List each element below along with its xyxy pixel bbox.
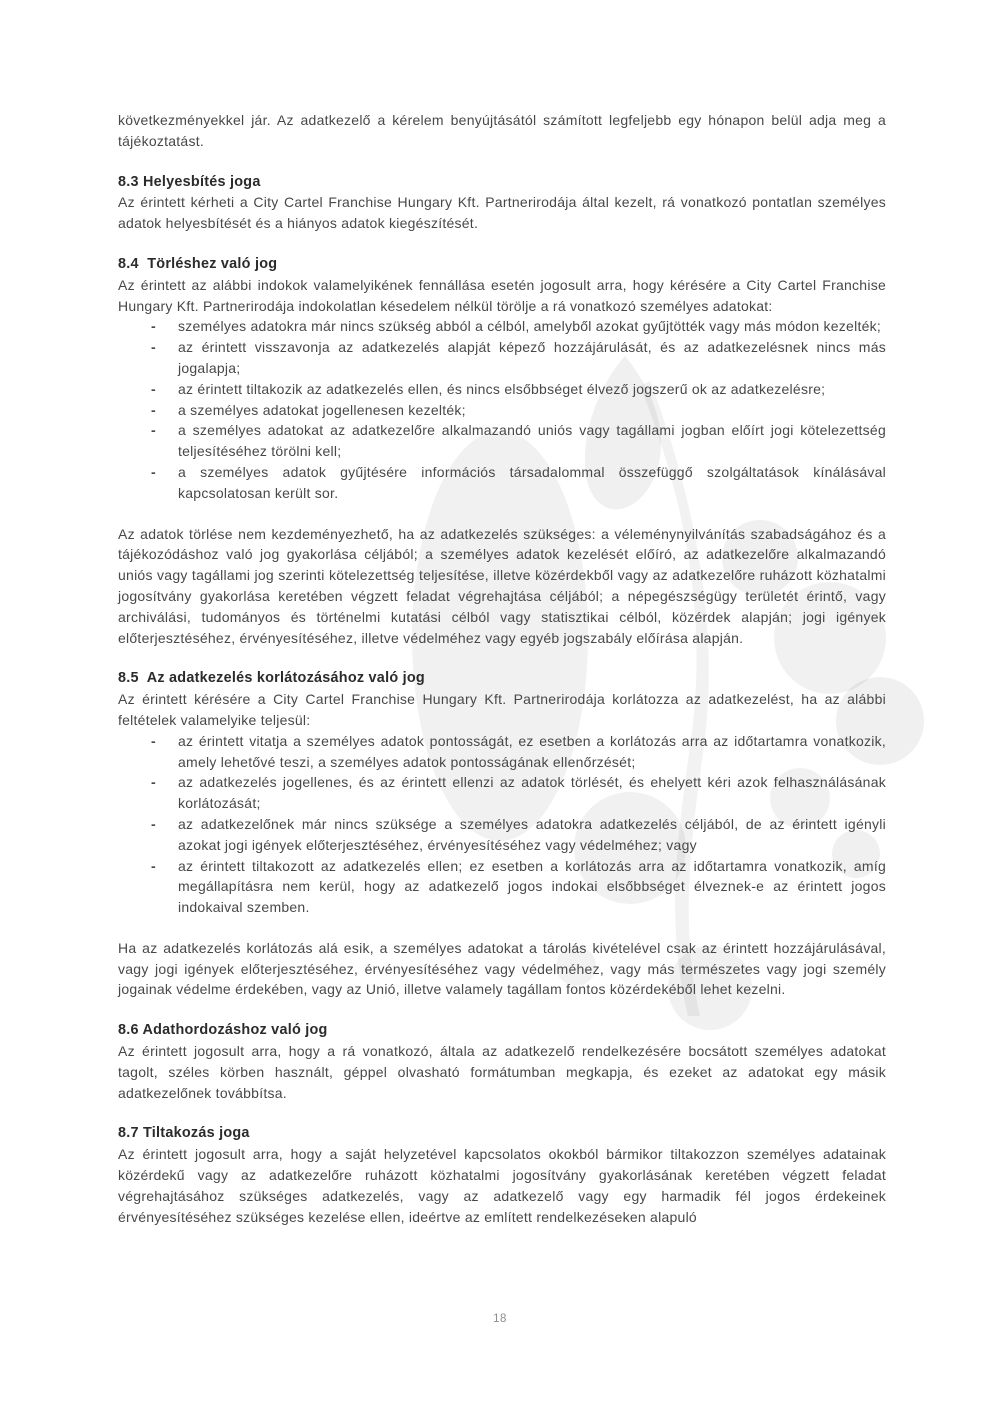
bullet-item: [118, 731, 886, 773]
page-number: 18: [493, 1313, 507, 1325]
section-8-4-heading: 8.4 Törléshez való jog: [118, 255, 278, 272]
bullet-dash: -: [151, 857, 156, 874]
section-8-4: [118, 254, 886, 648]
section-8-7: [118, 1123, 886, 1227]
bullet-dash: -: [151, 422, 156, 439]
bullet-item: [118, 856, 886, 918]
bullet-text: az érintett tiltakozott az adatkezelés ellen; ez esetben a korlátozás arra az időtartamra vonatkozik, amíg megállapításra nem kerül, hogy az adatkezelő jogos indokai elsőbbséget élveznek-e az érintett jogos indokaival szemben.: [178, 857, 886, 916]
bullet-item: [118, 316, 886, 337]
bullet-dash: -: [151, 463, 156, 480]
bullet-text: az érintett vitatja a személyes adatok pontosságát, ez esetben a korlátozás arra az időtartamra vonatkozik, amely lehetővé teszi, a személyes adatok pontosságának ellenőrzését;: [178, 732, 886, 770]
section-8-6-paragraph: Az érintett jogosult arra, hogy a rá vonatkozó, általa az adatkezelő rendelkezésére bocsátott személyes adatokat tagolt, széles körben használt, géppel olvasható formátumban megkapja, és ezeket az adatokat egy másik adatkezelőnek továbbítsa.: [118, 1043, 886, 1101]
bullet-dash: -: [151, 339, 156, 356]
section-8-6-heading: 8.6 Adathordozáshoz való jog: [118, 1022, 328, 1039]
bullet-text: az adatkezelés jogellenes, és az érintett ellenzi az adatok törlését, és ehelyett kéri azok felhasználásának korlátozását;: [178, 774, 886, 812]
section-8-7-paragraph: Az érintett jogosult arra, hogy a saját helyzetével kapcsolatos okokból bármikor tiltakozzon személyes adatainak közérdekű vagy az adatkezelőre ruházott közhatalmi jogosítvány gyakorlásának keretében végzett feladat végrehajtásához szükséges adatkezelés, vagy az adatkezelő vagy egy harmadik fél jogos érdekeinek érvényesítéséhez szükséges kezelése ellen, ideértve az említett rendelkezéseken alapuló: [118, 1146, 886, 1225]
bullet-dash: -: [151, 401, 156, 418]
section-8-5-closing-paragraph: Ha az adatkezelés korlátozás alá esik, a személyes adatokat a tárolás kivételével csak az érintett hozzájárulásával, vagy jogi igények előterjesztéséhez, érvényesítéséhez vagy védelméhez, vagy más természetes vagy jogi személy jogainak védelme érdekében, vagy az Unió, illetve valamely tagállam fontos közérdekéből lehet kezelni.: [118, 939, 886, 998]
bullet-text: az érintett visszavonja az adatkezelés alapját képező hozzájárulását, és az adatkezelésnek nincs más jogalapja;: [178, 339, 886, 376]
section-8-3-paragraph: Az érintett kérheti a City Cartel Franchise Hungary Kft. Partnerirodája által kezelt, rá vonatkozó pontatlan személyes adatok helyesbítését és a hiányos adatok kiegészítését.: [118, 194, 886, 232]
bullet-text: az érintett tiltakozik az adatkezelés ellen, és nincs elsőbbséget élvező jogszerű ok az adatkezelésre;: [178, 380, 826, 397]
bullet-text: az adatkezelőnek már nincs szüksége a személyes adatokra adatkezelés céljából, de az érintett igényli azokat jogi igények előterjesztéséhez, érvényesítéséhez vagy védelméhez; vagy: [178, 815, 886, 853]
intro-paragraph: következményekkel jár. Az adatkezelő a kérelem benyújtásától számított legfeljebb egy hónapon belül adja meg a tájékoztatást.: [118, 112, 886, 149]
bullet-dash: -: [151, 318, 156, 335]
bullet-item: [118, 772, 886, 814]
bullet-item: [118, 462, 886, 504]
section-8-5-heading: 8.5 Az adatkezelés korlátozásához való jog: [118, 670, 425, 687]
bullet-dash: -: [151, 380, 156, 397]
bullet-text: a személyes adatokat az adatkezelőre alkalmazandó uniós vagy tagállami jogban előírt jogi kötelezettség teljesítéséhez törölni kell;: [178, 422, 886, 460]
section-8-4-paragraph: Az érintett az alábbi indokok valamelyikének fennállása esetén jogosult arra, hogy kérésére a City Cartel Franchise Hungary Kft. Partnerirodája indokolatlan késedelem nélkül törölje a rá vonatkozó személyes adatokat:: [118, 276, 886, 314]
bullet-text: a személyes adatokat jogellenesen kezelték;: [178, 401, 466, 418]
bullet-item: [118, 420, 886, 462]
section-8-6: [118, 1020, 886, 1103]
section-8-5: [118, 668, 886, 1000]
bullet-item: [118, 400, 886, 421]
bullet-text: személyes adatokra már nincs szükség abból a célból, amelyből azokat gyűjtötték vagy más módon kezelték;: [178, 318, 882, 335]
section-8-4-closing-paragraph: Az adatok törlése nem kezdeményezhető, ha az adatkezelés szükséges: a véleménynyilvánítás szabadságához és a tájékozódáshoz való jog gyakorlása céljából; a személyes adatok kezelését előíró, az adatkezelőre alkalmazandó uniós vagy tagállami jog szerinti kötelezettség teljesítése, illetve közérdekből vagy az adatkezelőre ruházott közhatalmi jogosítvány gyakorlása keretében végzett feladat végrehajtása céljából; a népegészségügy területét érintő, vagy archiválási, tudományos és történelmi kutatási célból vagy statisztikai célból, közérdek alapján; jogi igények előterjesztéséhez, érvényesítéséhez, illetve védelméhez vagy egyéb jogszabály előírása alapján.: [118, 525, 886, 646]
bullet-dash: -: [151, 774, 156, 791]
section-8-4-bullet-list: [118, 316, 886, 503]
section-8-5-bullet-list: [118, 731, 886, 918]
document-content: [118, 110, 886, 1227]
bullet-item: [118, 814, 886, 856]
bullet-text: a személyes adatok gyűjtésére információs társadalommal összefüggő szolgáltatások kínálásával kapcsolatosan került sor.: [178, 463, 886, 501]
section-8-3: [118, 172, 886, 234]
section-8-5-paragraph: Az érintett kérésére a City Cartel Franchise Hungary Kft. Partnerirodája korlátozza az adatkezelést, ha az alábbi feltételek valamelyike teljesül:: [118, 691, 886, 728]
section-8-3-heading: 8.3 Helyesbítés joga: [118, 173, 261, 190]
bullet-item: [118, 337, 886, 379]
bullet-dash: -: [151, 815, 156, 832]
bullet-dash: -: [151, 732, 156, 749]
section-8-7-heading: 8.7 Tiltakozás joga: [118, 1125, 250, 1142]
bullet-item: [118, 379, 886, 400]
